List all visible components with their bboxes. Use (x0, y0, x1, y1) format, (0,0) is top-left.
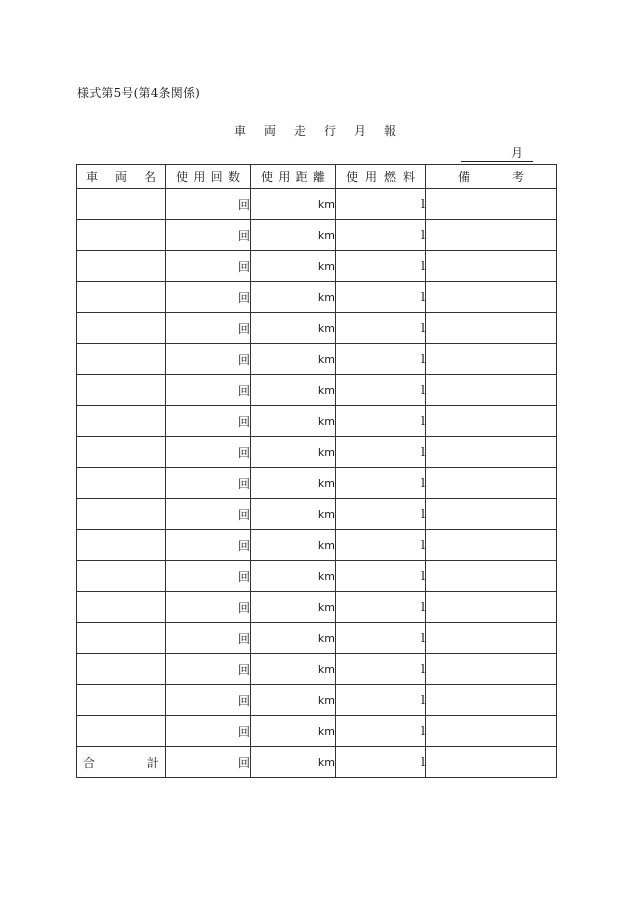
distance-unit: km (317, 197, 335, 211)
fuel-unit: l (421, 600, 425, 614)
table-row (77, 530, 557, 561)
header-char: 備 (458, 170, 471, 184)
count-unit: 回 (237, 538, 250, 553)
remarks-cell[interactable] (426, 313, 557, 344)
table-row (77, 437, 557, 468)
vehicle-name-cell[interactable] (77, 716, 166, 747)
count-unit: 回 (237, 476, 250, 491)
distance-cell[interactable] (251, 592, 336, 623)
fuel-cell[interactable] (336, 499, 426, 530)
distance-unit: km (317, 259, 335, 273)
fuel-cell[interactable] (336, 406, 426, 437)
table-row (77, 623, 557, 654)
count-unit: 回 (237, 693, 250, 708)
fuel-unit: l (421, 662, 425, 676)
remarks-cell[interactable] (426, 623, 557, 654)
remarks-cell[interactable] (426, 530, 557, 561)
distance-cell[interactable] (251, 561, 336, 592)
count-unit: 回 (237, 228, 250, 243)
usage-count-cell[interactable] (166, 344, 251, 375)
title-char: 報 (384, 124, 397, 138)
remarks-cell[interactable] (426, 406, 557, 437)
vehicle-name-cell[interactable] (77, 189, 166, 220)
table-row (77, 592, 557, 623)
fuel-unit: l (421, 414, 425, 428)
header-char: 回 (210, 170, 223, 184)
fuel-cell[interactable] (336, 375, 426, 406)
table-row (77, 189, 557, 220)
count-unit: 回 (237, 724, 250, 739)
remarks-cell[interactable] (426, 716, 557, 747)
header-char: 用 (193, 170, 206, 184)
table-row (77, 406, 557, 437)
remarks-cell[interactable] (426, 468, 557, 499)
vehicle-name-cell[interactable] (77, 220, 166, 251)
vehicle-name-cell[interactable] (77, 499, 166, 530)
fuel-unit: l (421, 724, 425, 738)
fuel-unit: l (421, 693, 425, 707)
distance-cell[interactable] (251, 189, 336, 220)
fuel-cell[interactable] (336, 437, 426, 468)
vehicle-name-cell[interactable] (77, 251, 166, 282)
table-row (77, 344, 557, 375)
fuel-cell[interactable] (336, 344, 426, 375)
distance-unit: km (317, 290, 335, 304)
remarks-cell[interactable] (426, 251, 557, 282)
count-unit: 回 (237, 507, 250, 522)
fuel-unit: l (421, 476, 425, 490)
distance-cell[interactable] (251, 313, 336, 344)
count-unit: 回 (237, 383, 250, 398)
remarks-cell[interactable] (426, 561, 557, 592)
distance-cell[interactable] (251, 468, 336, 499)
total-label-char: 合 (83, 755, 96, 770)
count-unit: 回 (237, 755, 250, 770)
distance-cell[interactable] (251, 282, 336, 313)
title-char: 行 (324, 124, 337, 138)
usage-count-cell[interactable] (166, 530, 251, 561)
distance-cell[interactable] (251, 437, 336, 468)
document-title (0, 122, 630, 139)
header-char: 数 (227, 170, 240, 184)
header-char: 両 (114, 170, 127, 184)
header-char: 用 (278, 170, 291, 184)
distance-cell[interactable] (251, 406, 336, 437)
fuel-cell[interactable] (336, 685, 426, 716)
fuel-unit: l (421, 259, 425, 273)
remarks-cell[interactable] (426, 189, 557, 220)
header-vehicle-name (77, 165, 166, 189)
table-row (77, 716, 557, 747)
remarks-cell[interactable] (426, 685, 557, 716)
distance-cell[interactable] (251, 654, 336, 685)
usage-count-cell[interactable] (166, 561, 251, 592)
distance-unit: km (317, 724, 335, 738)
usage-count-cell[interactable] (166, 623, 251, 654)
remarks-cell[interactable] (426, 282, 557, 313)
header-distance (251, 165, 336, 189)
table-row (77, 282, 557, 313)
distance-unit: km (317, 507, 335, 521)
header-remarks (426, 165, 557, 189)
month-field[interactable] (461, 148, 533, 162)
vehicle-name-cell[interactable] (77, 406, 166, 437)
vehicle-name-cell[interactable] (77, 561, 166, 592)
vehicle-name-cell[interactable] (77, 592, 166, 623)
distance-unit: km (317, 228, 335, 242)
distance-unit: km (317, 662, 335, 676)
usage-count-cell[interactable] (166, 282, 251, 313)
table-row (77, 499, 557, 530)
header-char: 燃 (383, 170, 396, 184)
remarks-cell[interactable] (426, 499, 557, 530)
vehicle-name-cell[interactable] (77, 282, 166, 313)
vehicle-name-cell[interactable] (77, 375, 166, 406)
distance-unit: km (317, 321, 335, 335)
fuel-cell[interactable] (336, 530, 426, 561)
vehicle-report-table (76, 164, 557, 778)
table-row (77, 251, 557, 282)
usage-count-cell[interactable] (166, 406, 251, 437)
table-row (77, 561, 557, 592)
fuel-cell[interactable] (336, 282, 426, 313)
total-label-cell (77, 747, 166, 778)
distance-unit: km (317, 476, 335, 490)
header-char: 車 (86, 170, 99, 184)
distance-unit: km (317, 445, 335, 459)
title-char: 両 (263, 124, 276, 138)
fuel-unit: l (421, 321, 425, 335)
usage-count-cell[interactable] (166, 468, 251, 499)
distance-cell[interactable] (251, 499, 336, 530)
count-unit: 回 (237, 290, 250, 305)
header-char: 使 (176, 170, 189, 184)
table-row (77, 654, 557, 685)
distance-unit: km (317, 383, 335, 397)
fuel-cell[interactable] (336, 592, 426, 623)
distance-unit: km (317, 693, 335, 707)
header-char: 用 (364, 170, 377, 184)
header-char: 料 (402, 170, 415, 184)
usage-count-cell[interactable] (166, 251, 251, 282)
remarks-cell[interactable] (426, 747, 557, 778)
header-char: 使 (261, 170, 274, 184)
vehicle-name-cell[interactable] (77, 468, 166, 499)
fuel-unit: l (421, 383, 425, 397)
remarks-cell[interactable] (426, 592, 557, 623)
count-unit: 回 (237, 321, 250, 336)
vehicle-name-cell[interactable] (77, 530, 166, 561)
count-unit: 回 (237, 662, 250, 677)
usage-count-cell[interactable] (166, 654, 251, 685)
fuel-unit: l (421, 197, 425, 211)
title-char: 走 (293, 124, 306, 138)
fuel-unit: l (421, 228, 425, 242)
fuel-cell[interactable] (336, 561, 426, 592)
vehicle-name-cell[interactable] (77, 654, 166, 685)
distance-cell[interactable] (251, 623, 336, 654)
fuel-cell[interactable] (336, 189, 426, 220)
distance-cell[interactable] (251, 220, 336, 251)
distance-cell[interactable] (251, 251, 336, 282)
table-row (77, 468, 557, 499)
remarks-cell[interactable] (426, 344, 557, 375)
distance-unit: km (317, 755, 335, 769)
usage-count-cell[interactable] (166, 375, 251, 406)
count-unit: 回 (237, 414, 250, 429)
fuel-cell[interactable] (336, 313, 426, 344)
usage-count-cell[interactable] (166, 592, 251, 623)
header-usage-count (166, 165, 251, 189)
fuel-cell[interactable] (336, 654, 426, 685)
header-char: 離 (312, 170, 325, 184)
table-row (77, 313, 557, 344)
distance-cell[interactable] (251, 344, 336, 375)
count-unit: 回 (237, 600, 250, 615)
distance-cell[interactable] (251, 375, 336, 406)
header-char: 考 (511, 170, 524, 184)
title-char: 車 (233, 124, 246, 138)
total-label-char: 計 (146, 755, 159, 770)
fuel-unit: l (421, 631, 425, 645)
total-row (77, 747, 557, 778)
distance-unit: km (317, 569, 335, 583)
count-unit: 回 (237, 445, 250, 460)
form-number: 様式第5号(第4条関係) (77, 86, 201, 100)
usage-count-cell[interactable] (166, 685, 251, 716)
fuel-unit: l (421, 538, 425, 552)
table-row (77, 375, 557, 406)
fuel-unit: l (421, 445, 425, 459)
header-char: 名 (143, 170, 156, 184)
count-unit: 回 (237, 569, 250, 584)
distance-cell[interactable] (251, 747, 336, 778)
count-unit: 回 (237, 352, 250, 367)
fuel-unit: l (421, 352, 425, 366)
count-unit: 回 (237, 259, 250, 274)
header-char: 使 (346, 170, 359, 184)
count-unit: 回 (237, 197, 250, 212)
vehicle-name-cell[interactable] (77, 344, 166, 375)
remarks-cell[interactable] (426, 220, 557, 251)
fuel-cell[interactable] (336, 623, 426, 654)
fuel-cell[interactable] (336, 468, 426, 499)
vehicle-name-cell[interactable] (77, 685, 166, 716)
distance-unit: km (317, 600, 335, 614)
usage-count-cell[interactable] (166, 220, 251, 251)
usage-count-cell[interactable] (166, 313, 251, 344)
fuel-cell[interactable] (336, 251, 426, 282)
vehicle-name-cell[interactable] (77, 437, 166, 468)
fuel-cell[interactable] (336, 747, 426, 778)
usage-count-cell[interactable] (166, 716, 251, 747)
table-row (77, 220, 557, 251)
usage-count-cell[interactable] (166, 499, 251, 530)
title-char: 月 (354, 124, 367, 138)
usage-count-cell[interactable] (166, 747, 251, 778)
usage-count-cell[interactable] (166, 437, 251, 468)
distance-unit: km (317, 414, 335, 428)
fuel-unit: l (421, 755, 425, 769)
vehicle-name-cell[interactable] (77, 623, 166, 654)
distance-cell[interactable] (251, 716, 336, 747)
fuel-unit: l (421, 290, 425, 304)
vehicle-name-cell[interactable] (77, 313, 166, 344)
table-row (77, 685, 557, 716)
header-fuel (336, 165, 426, 189)
fuel-unit: l (421, 507, 425, 521)
distance-unit: km (317, 538, 335, 552)
distance-cell[interactable] (251, 685, 336, 716)
distance-unit: km (317, 352, 335, 366)
month-label: 月 (510, 146, 523, 160)
fuel-cell[interactable] (336, 716, 426, 747)
remarks-cell[interactable] (426, 437, 557, 468)
distance-unit: km (317, 631, 335, 645)
remarks-cell[interactable] (426, 375, 557, 406)
distance-cell[interactable] (251, 530, 336, 561)
table-header-row (77, 165, 557, 189)
usage-count-cell[interactable] (166, 189, 251, 220)
header-char: 距 (295, 170, 308, 184)
remarks-cell[interactable] (426, 654, 557, 685)
count-unit: 回 (237, 631, 250, 646)
fuel-cell[interactable] (336, 220, 426, 251)
fuel-unit: l (421, 569, 425, 583)
